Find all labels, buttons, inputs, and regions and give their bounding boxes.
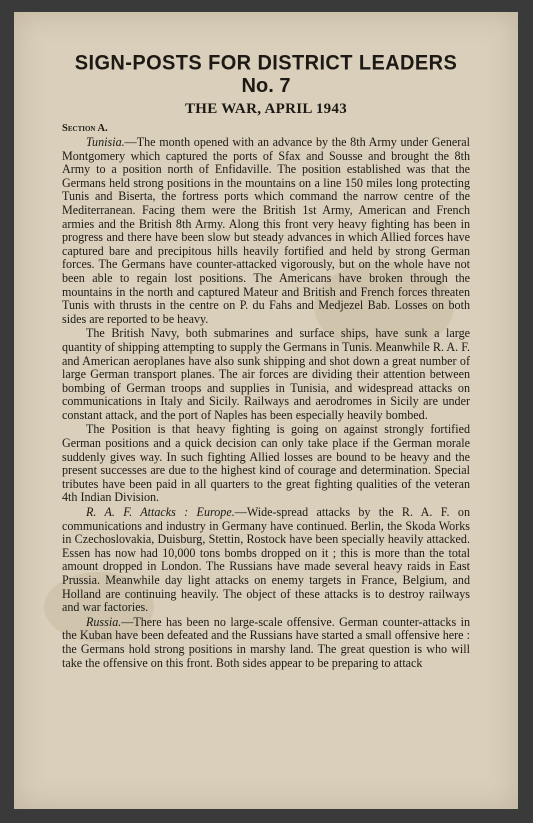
paragraph-text: —The month opened with an advance by the 8th Army under General Montgomery which captured the ports of Sfax and Sousse and brought the 8th Army to a position north of Enfidaville. The position established was that the Germans held strong positions in the mountains on a line 150 miles long protecting Tunis and Biserta, the fortress ports which command the narrow centre of the Mediterranean. Facing them were the British 1st Army, American and French armies and the British 8th Army. Along this front very heavy fighting has been in progress and there have been slow but steady advances in which Allied forces have captured bare and precipitous hills heavily fortified and held by strong German forces. The Germans have counter-attacked vigorously, but on the whole have not been able to regain lost positions. The Americans have broken through the mountains in the north and captured Mateur and British and French forces threaten Tunis with thrusts in the centre on P. du Fahs and Medjezel Bab. Losses on both sides are reported to be heavy. [62,135,470,326]
document-subtitle: THE WAR, APRIL 1943 [184,101,348,117]
paragraph-raf-attacks [62,506,470,615]
paragraph-navy [62,327,470,422]
paragraph-position [62,423,470,505]
paragraph-text: —Wide-spread attacks by the R. A. F. on communications and industry in Germany have continued. Berlin, the Skoda Works in Czechoslovakia, Duisburg, Stettin, Rostock have been specially heavily attacked. Essen has now had 10,000 tons bombs dropped on it ; this is more than the total amount dropped in London. The Russians have made several heavy raids in East Prussia. Meanwhile day light attacks on enemy targets in France, Belgium, and Holland are continuing heavily. The object of these attacks is to destroy railways and war factories. [62,505,470,615]
paragraph-tunisia [62,136,470,326]
document-title: SIGN-POSTS FOR DISTRICT LEADERS [74,51,458,75]
paragraph-lead: Tunisia. [86,135,125,149]
paragraph-text: —There has been no large-scale offensive. German counter-attacks in the Kuban have been defeated and the Russians have started a small offensive here : the Germans hold strong positions in marshy land. The great question is who will take the offensive on this front. Both sides appear to be preparing to attack [62,614,470,670]
paragraph-russia [62,616,470,670]
section-heading: Section A. [62,123,108,134]
paragraph-lead: R. A. F. Attacks : Europe. [86,505,235,520]
document-number: No. 7 [241,75,291,97]
document-body [62,52,470,671]
paragraph-text: The British Navy, both submarines and surface ships, have sunk a large quantity of shipping attempting to supply the Germans in Tunis. Meanwhile R. A. F. and American aeroplanes have also sunk shipping and shot down a great number of large German transport planes. The air forces are dividing their attention between bombing of German troops and supplies in Tunisia, and widespread attacks on communications in Italy and Sicily. Railways and aerodromes in Sicily are under constant attack, and the port of Naples has been especially heavily bombed. [62,326,470,422]
paragraph-lead: Russia. [86,614,122,629]
document-page [14,12,518,809]
paragraph-text: The Position is that heavy fighting is going on against strongly fortified German positions and a quick decision can only take place if the German morale suddenly gives way. In such fighting Allied losses are bound to be heavy and the present successes are due to the highest kind of courage and determination. Special tributes have been paid in all quarters to the great fighting qualities of the veteran 4th Indian Division. [62,422,470,505]
